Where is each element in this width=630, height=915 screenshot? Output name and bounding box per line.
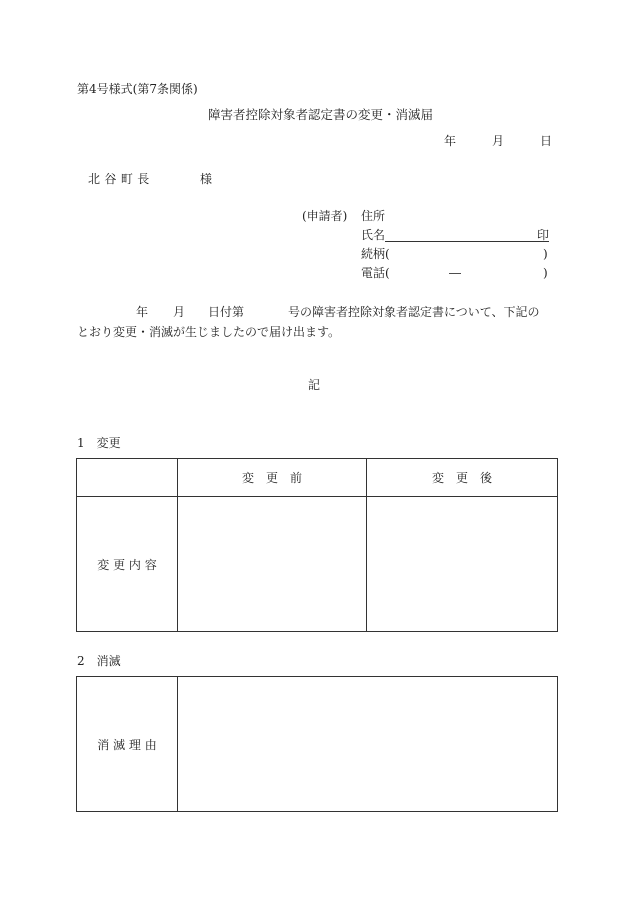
- relationship-close: ): [543, 247, 548, 261]
- name-label: 氏名: [361, 228, 386, 242]
- change-content-label: 変 更 内 容: [77, 497, 178, 632]
- body-date-number: 日付第: [208, 305, 245, 319]
- date-month: 月: [492, 134, 505, 148]
- form-title: 障害者控除対象者認定書の変更・消滅届: [208, 107, 434, 122]
- relationship-label: 続柄(: [361, 247, 390, 261]
- form-number: 第4号様式(第7条関係): [77, 82, 198, 96]
- col-after-header: 変 更 後: [367, 459, 558, 497]
- address-label: 住所: [361, 209, 386, 223]
- extinction-reason-label: 消 滅 理 由: [77, 677, 178, 812]
- extinction-table: [76, 676, 558, 812]
- date-day: 日: [540, 134, 553, 148]
- change-before-cell[interactable]: [178, 497, 367, 632]
- body-line1: 号の障害者控除対象者認定書について、下記の: [288, 305, 540, 319]
- phone-close: ): [543, 266, 548, 280]
- col-before-header: 変 更 前: [178, 459, 367, 497]
- applicant-label: (申請者): [302, 209, 348, 223]
- extinction-reason-cell[interactable]: [178, 677, 558, 812]
- body-line2: とおり変更・消滅が生じましたので届け出ます。: [77, 325, 341, 339]
- change-table: [76, 458, 558, 632]
- addressee-name: 北 谷 町 長: [88, 172, 150, 186]
- name-underline: [385, 241, 549, 242]
- date-year: 年: [444, 134, 457, 148]
- phone-dash: ―: [449, 266, 461, 280]
- addressee-honorific: 様: [200, 172, 213, 186]
- change-after-cell[interactable]: [367, 497, 558, 632]
- ki-label: 記: [308, 378, 321, 392]
- seal-mark: 印: [537, 228, 550, 242]
- phone-label: 電話(: [361, 266, 390, 280]
- body-month: 月: [173, 305, 186, 319]
- change-table-corner: [77, 459, 178, 497]
- section1-heading: 1 変更: [77, 436, 121, 450]
- section2-heading: 2 消滅: [77, 654, 121, 668]
- body-year: 年: [136, 305, 149, 319]
